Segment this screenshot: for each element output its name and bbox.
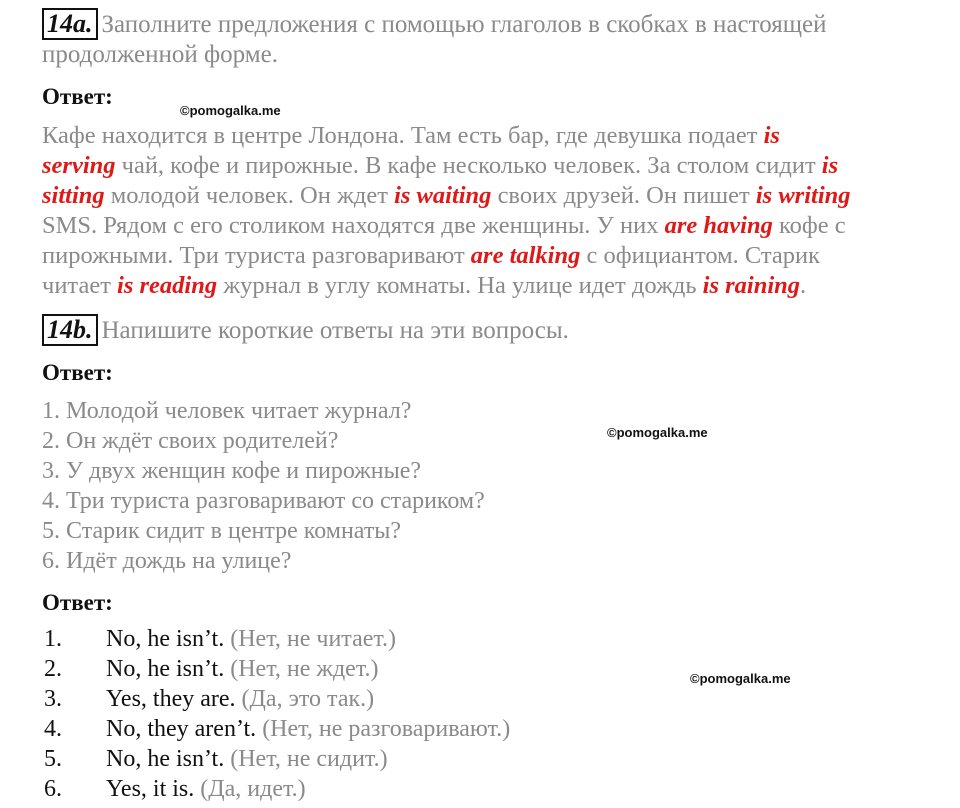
highlighted-verb: is writing <box>755 182 851 209</box>
paragraph-line <box>42 241 932 271</box>
answer-number: 1. <box>44 626 62 652</box>
paragraph-text: молодой человек. Он ждет <box>104 182 395 209</box>
highlighted-verb: is raining <box>702 272 801 299</box>
answer-item <box>44 714 510 744</box>
task-a-number: 14a. <box>42 8 98 40</box>
paragraph-line <box>42 271 932 301</box>
question-item: 2. Он ждёт своих родителей? <box>42 428 339 454</box>
questions-list <box>42 396 485 576</box>
paragraph-text: читает <box>42 272 118 299</box>
highlighted-verb: serving <box>42 152 116 179</box>
paragraph-text: Кафе находится в центре Лондона. Там есть бар, где девушка подает <box>42 122 764 149</box>
paragraph-text: своих друзей. Он пишет <box>491 182 756 209</box>
answer-item <box>44 774 306 804</box>
highlighted-verb: sitting <box>42 182 105 209</box>
answer-english: No, he isn’t. <box>106 626 225 652</box>
paragraph-text: пирожными. Три туриста разговаривают <box>42 242 471 269</box>
paragraph-line <box>42 121 932 151</box>
question-item: 5. Старик сидит в центре комнаты? <box>42 518 402 544</box>
watermark-2: ©pomogalka.me <box>607 425 708 440</box>
highlighted-verb: are having <box>664 212 773 239</box>
answer-russian: (Нет, не разговаривают.) <box>256 716 511 742</box>
watermark-1: ©pomogalka.me <box>180 103 281 118</box>
paragraph-line <box>42 151 932 181</box>
paragraph-line <box>42 181 932 211</box>
answer-number: 2. <box>44 656 62 682</box>
paragraph-text: журнал в углу комнаты. На улице идет дождь <box>217 272 703 299</box>
task-b-header <box>42 314 569 346</box>
highlighted-verb: is <box>763 122 780 149</box>
watermark-3: ©pomogalka.me <box>690 671 791 686</box>
answer-english: Yes, they are. <box>106 686 236 712</box>
paragraph-text: SMS. Рядом с его столиком находятся две женщины. У них <box>42 212 665 239</box>
task-b-instruction: Напишите короткие ответы на эти вопросы. <box>101 317 569 344</box>
highlighted-verb: is waiting <box>394 182 492 209</box>
answer-item <box>44 624 396 654</box>
answer-number: 3. <box>44 686 62 712</box>
paragraph-text: чай, кофе и пирожные. В кафе несколько человек. За столом сидит <box>115 152 822 179</box>
answer-label-1: Ответ: <box>42 84 113 109</box>
task-a-header <box>42 8 826 40</box>
answer-number: 6. <box>44 776 62 802</box>
answer-russian: (Нет, не сидит.) <box>224 746 388 772</box>
answer-paragraph <box>42 121 932 301</box>
answer-english: Yes, it is. <box>106 776 195 802</box>
paragraph-text: с официантом. Старик <box>580 242 821 269</box>
paragraph-text: кофе с <box>772 212 846 239</box>
paragraph-line <box>42 211 932 241</box>
answer-item <box>44 744 388 774</box>
answer-russian: (Да, это так.) <box>235 686 375 712</box>
answer-item <box>44 654 379 684</box>
answer-item <box>44 684 374 714</box>
question-item: 6. Идёт дождь на улице? <box>42 548 292 574</box>
task-a-instruction-line2: продолженной форме. <box>42 41 278 68</box>
paragraph-text: . <box>800 272 807 299</box>
answer-russian: (Да, идет.) <box>194 776 306 802</box>
answer-label-3: Ответ: <box>42 590 113 615</box>
answer-label-2: Ответ: <box>42 360 113 385</box>
answer-english: No, he isn’t. <box>106 746 225 772</box>
answer-russian: (Нет, не читает.) <box>224 626 397 652</box>
highlighted-verb: are talking <box>470 242 581 269</box>
answer-english: No, he isn’t. <box>106 656 225 682</box>
answer-number: 5. <box>44 746 62 772</box>
answer-number: 4. <box>44 716 62 742</box>
task-b-number: 14b. <box>42 314 98 346</box>
answer-russian: (Нет, не ждет.) <box>224 656 379 682</box>
task-a-instruction-line1: Заполните предложения с помощью глаголов в скобках в настоящей <box>101 11 827 38</box>
highlighted-verb: is reading <box>117 272 218 299</box>
highlighted-verb: is <box>821 152 839 179</box>
question-item: 3. У двух женщин кофе и пирожные? <box>42 458 422 484</box>
question-item: 4. Три туриста разговаривают со стариком? <box>42 488 485 514</box>
question-item: 1. Молодой человек читает журнал? <box>42 398 412 424</box>
answer-english: No, they aren’t. <box>106 716 257 742</box>
